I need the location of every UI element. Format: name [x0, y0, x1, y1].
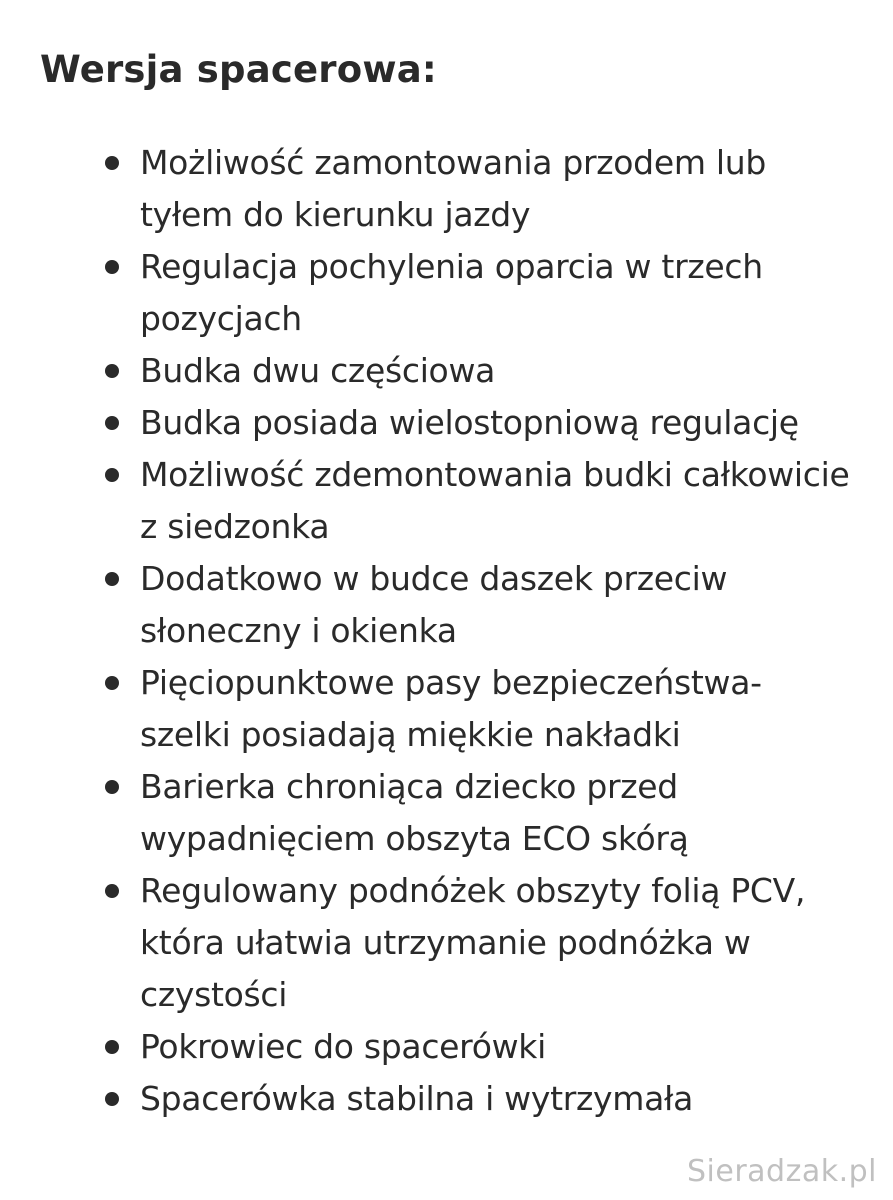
bullet-icon [105, 364, 119, 378]
list-item [140, 761, 860, 865]
bullet-icon [105, 780, 119, 794]
list-item-text: Spacerówka stabilna i wytrzymała [140, 1079, 693, 1118]
bullet-icon [105, 416, 119, 430]
bullet-icon [105, 1092, 119, 1106]
list-item-text: Regulowany podnóżek obszyty folią PCV, która ułatwia utrzymanie podnóżka w czystości [140, 871, 806, 1014]
list-item [140, 1073, 860, 1125]
list-item-text: Pięciopunktowe pasy bezpieczeństwa- szelki posiadają miękkie nakładki [140, 663, 762, 754]
bullet-icon [105, 1040, 119, 1054]
feature-list [140, 137, 860, 1125]
list-item-text: Pokrowiec do spacerówki [140, 1027, 546, 1066]
list-item [140, 553, 860, 657]
bullet-icon [105, 260, 119, 274]
watermark: Sieradzak.pl [686, 1154, 877, 1189]
list-item [140, 657, 860, 761]
list-item [140, 241, 860, 345]
list-item-text: Budka dwu częściowa [140, 351, 496, 390]
list-item-text: Regulacja pochylenia oparcia w trzech pozycjach [140, 247, 763, 338]
list-item-text: Możliwość zamontowania przodem lub tyłem do kierunku jazdy [140, 143, 767, 234]
list-item-text: Dodatkowo w budce daszek przeciw słoneczny i okienka [140, 559, 728, 650]
bullet-icon [105, 884, 119, 898]
list-item [140, 1021, 860, 1073]
list-item [140, 345, 860, 397]
bullet-icon [105, 468, 119, 482]
list-item-text: Budka posiada wielostopniową regulację [140, 403, 799, 442]
list-item [140, 449, 860, 553]
bullet-icon [105, 676, 119, 690]
section-heading: Wersja spacerowa: [40, 48, 437, 91]
list-item [140, 137, 860, 241]
list-item-text: Barierka chroniąca dziecko przed wypadnięciem obszyta ECO skórą [140, 767, 689, 858]
list-item-text: Możliwość zdemontowania budki całkowicie z siedzonka [140, 455, 850, 546]
bullet-icon [105, 572, 119, 586]
list-item [140, 397, 860, 449]
bullet-icon [105, 156, 119, 170]
list-item [140, 865, 860, 1021]
